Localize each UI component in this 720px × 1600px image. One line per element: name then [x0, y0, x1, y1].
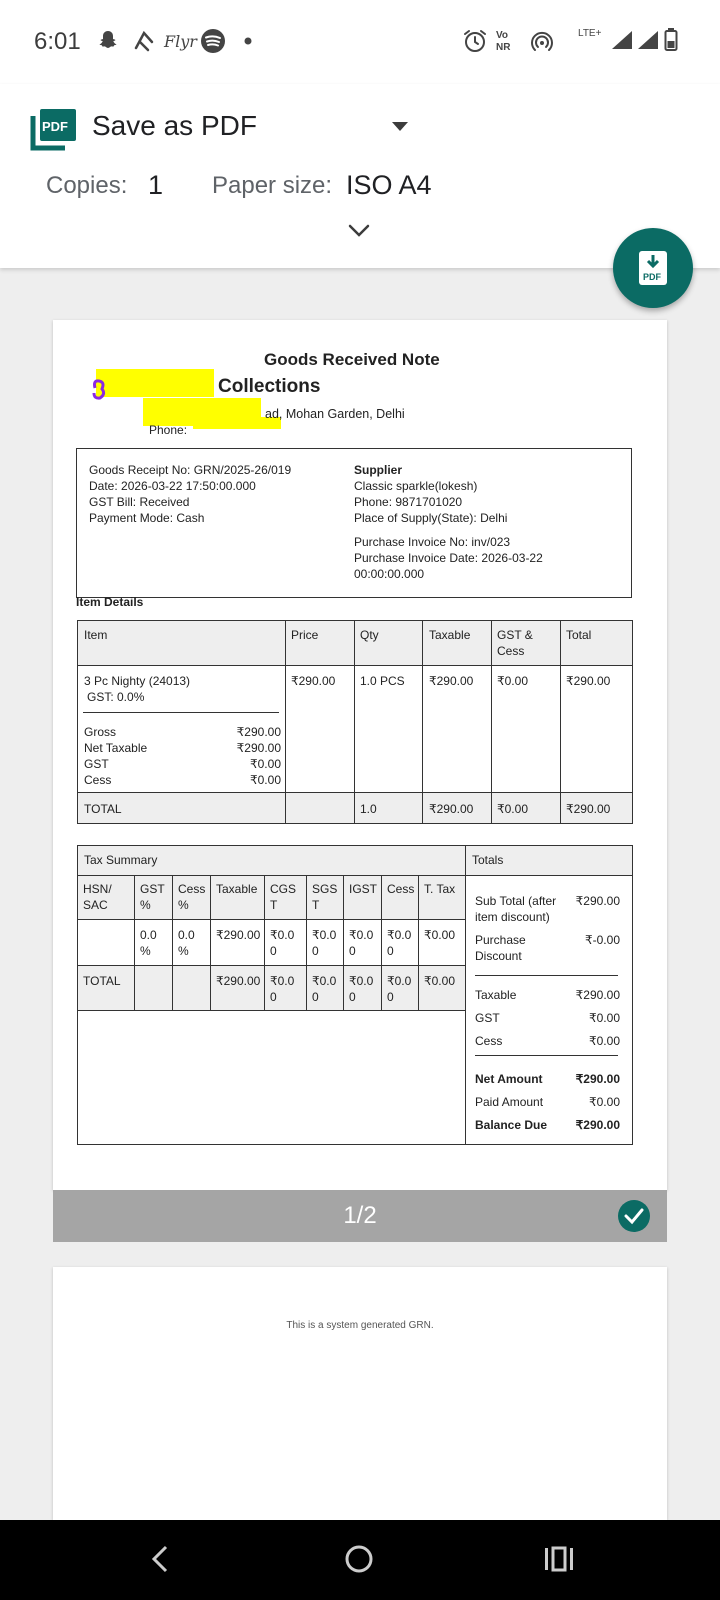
- paper-size-value[interactable]: ISO A4: [346, 170, 432, 200]
- tax-header-gst-2: %: [140, 898, 151, 912]
- home-icon[interactable]: [344, 1544, 374, 1574]
- tax-row-igst: ₹0.0: [349, 928, 374, 942]
- place-of-supply: Place of Supply(State): Delhi: [354, 511, 508, 525]
- items-total-amount: ₹290.00: [566, 802, 611, 816]
- tax-header-hsn: HSN/: [83, 882, 112, 896]
- back-icon[interactable]: [150, 1544, 170, 1574]
- item-name: 3 Pc Nighty (24013): [84, 674, 191, 688]
- subtotal-label: Sub Total (after: [475, 894, 557, 908]
- paper-size-label: Paper size:: [212, 172, 333, 199]
- status-time: 6:01: [34, 28, 81, 55]
- purchase-discount-value: ₹-0.00: [585, 933, 620, 947]
- tax-row-cess: ₹0.0: [387, 928, 412, 942]
- signal-1-icon: [610, 30, 634, 50]
- flyr-label: Flyr: [164, 32, 197, 51]
- paid-amount-value: ₹0.00: [589, 1095, 620, 1109]
- tax-header-igst: IGST: [349, 882, 378, 896]
- network-type-label: LTE+: [578, 28, 602, 39]
- supplier-name: Classic sparkle(lokesh): [354, 479, 478, 493]
- volte-label: Vo: [496, 30, 509, 41]
- flyr-logo-icon: [132, 28, 158, 54]
- tax-row-sgst-2: 0: [312, 944, 319, 958]
- tax-header-sgst: SGS: [312, 882, 338, 896]
- supplier-phone: Phone: 9871701020: [354, 495, 463, 509]
- items-total-gst-cess: ₹0.00: [497, 802, 528, 816]
- tax-row-gst-2: %: [140, 944, 151, 958]
- breakdown-net-taxable-label: Net Taxable: [84, 741, 148, 755]
- tax-header-cess-pct: Cess: [178, 882, 206, 896]
- expand-options-chevron-icon[interactable]: [348, 224, 370, 238]
- tax-row-cgst: ₹0.0: [270, 928, 295, 942]
- redacted-company-name: [96, 369, 214, 397]
- tax-header-cess-pct-2: %: [178, 898, 189, 912]
- hotspot-icon: [530, 30, 554, 54]
- purchase-invoice-time: 00:00:00.000: [354, 567, 425, 581]
- balance-due-label: Balance Due: [475, 1118, 548, 1132]
- tax-row-igst-2: 0: [349, 944, 356, 958]
- totals-cess-label: Cess: [475, 1034, 503, 1048]
- items-table: [77, 620, 633, 824]
- totals-taxable-value: ₹290.00: [575, 988, 620, 1002]
- phone-label: Phone:: [149, 423, 188, 437]
- tax-total-label: TOTAL: [83, 974, 121, 988]
- purchase-discount-label: Purchase: [475, 933, 526, 947]
- pdf-logo-text: PDF: [42, 119, 68, 134]
- tax-header-total-tax: T. Tax: [424, 882, 456, 896]
- tax-row-cgst-2: 0: [270, 944, 277, 958]
- item-gst-cess: ₹0.00: [497, 674, 528, 688]
- page-selection-bar[interactable]: [53, 1190, 667, 1242]
- breakdown-gross-value: ₹290.00: [236, 725, 281, 739]
- totals-cess-value: ₹0.00: [589, 1034, 620, 1048]
- company-name: Collections: [218, 376, 321, 397]
- company-address: ad, Mohan Garden, Delhi: [265, 407, 405, 421]
- print-options-header: [0, 84, 720, 268]
- net-amount-value: ₹290.00: [575, 1072, 620, 1086]
- tax-header-hsn-2: SAC: [83, 898, 108, 912]
- tax-row-total-tax: ₹0.00: [424, 928, 455, 942]
- supplier-heading: Supplier: [354, 463, 403, 477]
- tax-total-total-tax: ₹0.00: [424, 974, 455, 988]
- tax-total-taxable: ₹290.00: [216, 974, 261, 988]
- dropdown-arrow-icon: [392, 122, 408, 131]
- items-header-gst: GST &: [497, 628, 533, 642]
- breakdown-gst-label: GST: [84, 757, 109, 771]
- page-preview-1[interactable]: [53, 320, 667, 1190]
- company-logo-icon: [91, 378, 107, 400]
- tax-row-gst: 0.0: [140, 928, 157, 942]
- tax-row-cess-pct: 0.0: [178, 928, 195, 942]
- breakdown-net-taxable-value: ₹290.00: [236, 741, 281, 755]
- totals-gst-label: GST: [475, 1011, 500, 1025]
- tax-header-gst: GST: [140, 882, 165, 896]
- items-header-price: Price: [291, 628, 319, 642]
- page-selected-checkbox[interactable]: [618, 1200, 650, 1232]
- download-pdf-button[interactable]: [613, 228, 693, 308]
- recents-icon[interactable]: [544, 1546, 574, 1572]
- alarm-icon: [462, 28, 488, 54]
- destination-selector[interactable]: [20, 98, 420, 158]
- items-total-qty: 1.0: [360, 802, 377, 816]
- navigation-bar: [0, 1520, 720, 1600]
- item-price: ₹290.00: [291, 674, 336, 688]
- system-generated-note: This is a system generated GRN.: [286, 1320, 434, 1331]
- page-indicator: 1/2: [343, 1202, 377, 1229]
- breakdown-gross-label: Gross: [84, 725, 117, 739]
- notification-dot-icon: [244, 37, 252, 45]
- tax-total-sgst: ₹0.0: [312, 974, 337, 988]
- tax-header-sgst-2: T: [312, 898, 320, 912]
- page-preview-2[interactable]: [53, 1267, 667, 1520]
- totals-heading: Totals: [472, 853, 504, 867]
- check-icon: [624, 1207, 644, 1225]
- tax-total-cgst-2: 0: [270, 990, 277, 1004]
- tax-header-cess: Cess: [387, 882, 415, 896]
- receipt-date: Date: 2026-03-22 17:50:00.000: [89, 479, 256, 493]
- snapchat-icon: [96, 28, 120, 52]
- tax-header-cgst: CGS: [270, 882, 297, 896]
- tax-summary-section: [77, 845, 633, 1145]
- tax-header-taxable: Taxable: [216, 882, 258, 896]
- items-header-item: Item: [84, 628, 108, 642]
- net-amount-label: Net Amount: [475, 1072, 543, 1086]
- items-header-taxable: Taxable: [429, 628, 471, 642]
- tax-summary-heading: Tax Summary: [84, 853, 158, 867]
- battery-icon: [664, 28, 678, 52]
- breakdown-gst-value: ₹0.00: [250, 757, 281, 771]
- tax-row-taxable: ₹290.00: [216, 928, 261, 942]
- signal-2-icon: [636, 30, 660, 50]
- tax-row-cess-2: 0: [387, 944, 394, 958]
- breakdown-cess-label: Cess: [84, 773, 112, 787]
- copies-label: Copies:: [46, 172, 128, 199]
- destination-title: Save as PDF: [92, 110, 257, 141]
- tax-row-sgst: ₹0.0: [312, 928, 337, 942]
- gst-bill-status: GST Bill: Received: [89, 495, 190, 509]
- receipt-number: Goods Receipt No: GRN/2025-26/019: [89, 463, 292, 477]
- tax-header-cgst-2: T: [270, 898, 278, 912]
- items-total-taxable: ₹290.00: [429, 802, 474, 816]
- purchase-invoice-number: Purchase Invoice No: inv/023: [354, 535, 511, 549]
- items-header-qty: Qty: [360, 628, 379, 642]
- item-taxable: ₹290.00: [429, 674, 474, 688]
- status-bar: [0, 0, 720, 84]
- subtotal-value: ₹290.00: [575, 894, 620, 908]
- fab-pdf-text: PDF: [643, 272, 661, 282]
- tax-total-igst: ₹0.0: [349, 974, 374, 988]
- tax-total-cess-2: 0: [387, 990, 394, 1004]
- totals-taxable-label: Taxable: [475, 988, 517, 1002]
- item-details-heading: Item Details: [76, 595, 144, 609]
- payment-mode: Payment Mode: Cash: [89, 511, 205, 525]
- purchase-invoice-date: Purchase Invoice Date: 2026-03-22: [354, 551, 543, 565]
- spotify-icon: [200, 28, 226, 54]
- items-header-cess: Cess: [497, 644, 525, 658]
- subtotal-label-2: item discount): [475, 910, 550, 924]
- tax-total-cess: ₹0.0: [387, 974, 412, 988]
- totals-gst-value: ₹0.00: [589, 1011, 620, 1025]
- nr-label: NR: [496, 42, 511, 53]
- balance-due-value: ₹290.00: [575, 1118, 620, 1132]
- item-qty: 1.0 PCS: [360, 674, 405, 688]
- tax-total-cgst: ₹0.0: [270, 974, 295, 988]
- tax-row-cess-pct-2: %: [178, 944, 189, 958]
- item-total: ₹290.00: [566, 674, 611, 688]
- copies-value[interactable]: 1: [148, 170, 164, 200]
- items-total-label: TOTAL: [84, 802, 122, 816]
- items-header-total: Total: [566, 628, 592, 642]
- tax-total-sgst-2: 0: [312, 990, 319, 1004]
- breakdown-cess-value: ₹0.00: [250, 773, 281, 787]
- tax-total-igst-2: 0: [349, 990, 356, 1004]
- item-gst-rate: GST: 0.0%: [87, 690, 145, 704]
- paid-amount-label: Paid Amount: [475, 1095, 544, 1109]
- doc-title: Goods Received Note: [264, 350, 440, 369]
- purchase-discount-label-2: Discount: [475, 949, 522, 963]
